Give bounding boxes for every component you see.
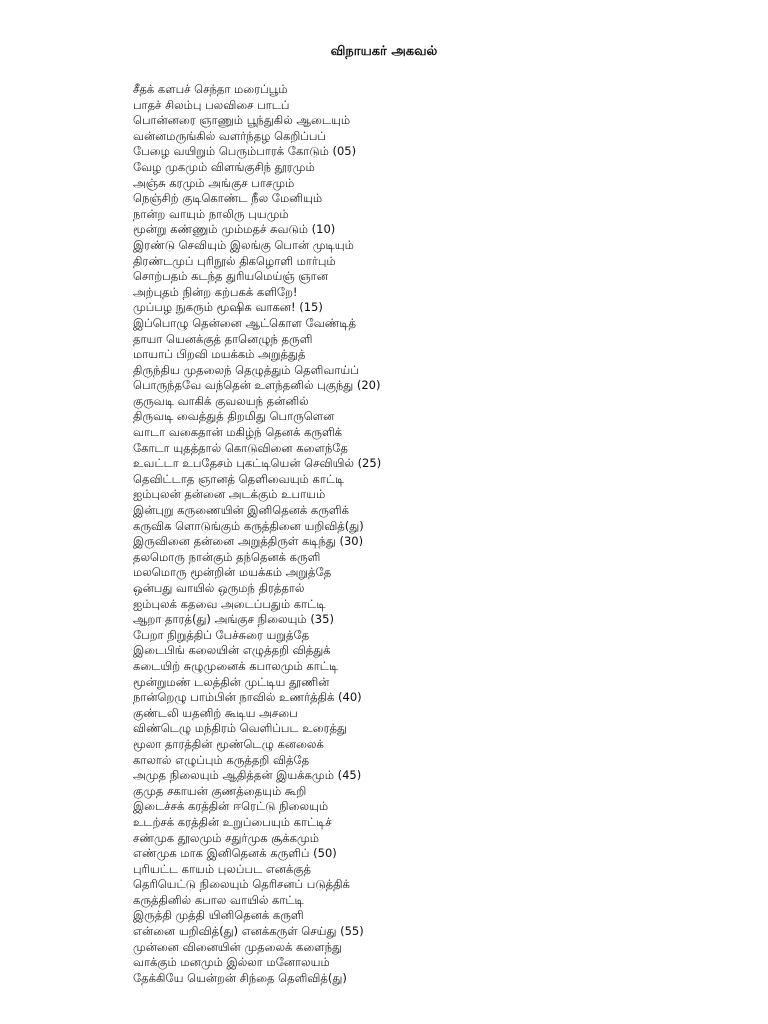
poem-line: கடையிற் சுழுமுனைக் கபாலமும் காட்டி [133,658,339,673]
poem-line: கோடா யுதத்தால் கொடுவினை களைந்தே [133,440,348,455]
poem-line: திருந்திய முதலைந் தெழுத்தும் தெளிவாய்ப் [133,362,359,377]
poem-line: இப்பொழு தென்னை ஆட்கொள வேண்டித் [133,315,356,330]
poem-line: பொன்னரை ஞாணும் பூந்துகில் ஆடையும் [133,113,351,128]
poem-line: தலமொரு நான்கும் தந்தெனக் கருளி [133,549,321,564]
poem-line: வாக்கும் மனமும் இல்லா மனோலயம் [133,955,330,970]
poem-line: தெவிட்டாத ஞானத் தெளிவையும் காட்டி [133,471,345,486]
poem-line: இடைபிங் கலையின் எழுத்தறி வித்துக் [133,643,331,658]
poem-line: கருவிக ளொடுங்கும் கருத்தினை யறிவித்(து) [133,518,364,533]
poem-line: விண்டெழு மந்திரம் வெளிப்பட உரைத்து [133,721,347,736]
poem-line: அற்புதம் நின்ற கற்பகக் களிறே! [133,284,298,299]
poem-line: நான்ற வாயும் நாலிரு புயமும் [133,206,289,221]
poem-line: அஞ்சு கரமும் அங்குச பாசமும் [133,175,295,190]
poem-line: திரண்டமுப் புரிநூல் திகழொளி மார்பும் [133,253,336,268]
poem-line: இருத்தி முத்தி யினிதெனக் கருளி [133,908,304,923]
poem-line: தாயா யெனக்குத் தானெழுந் தருளி [133,331,313,346]
poem-line: ஆறா தாரத்(து) அங்குச நிலையும் (35) [133,612,334,627]
poem-line: இடைச்சக் கரத்தின் ஈரெட்டு நிலையும் [133,799,329,814]
poem-line: பாதச் சிலம்பு பலவிசை பாடப் [133,97,290,112]
poem-line: முன்னை வினையின் முதலைக் களைந்து [133,939,343,954]
poem-line: குமுத சகாயன் குணத்தையும் கூறி [133,783,307,798]
poem-line: வேழ முகமும் விளங்குசிந் தூரமும் [133,159,315,174]
poem-line: கருத்தினில் கபால வாயில் காட்டி [133,892,304,907]
poem-line: ஒன்பது வாயில் ஒருமந் திரத்தால் [133,581,305,595]
poem-line: திருவடி வைத்துத் திறமிது பொருளென [133,409,335,424]
document-title: விநாயகர் அகவல் [330,44,438,59]
poem-line: சொற்பதம் கடந்த துரியமெய்ஞ் ஞான [133,269,328,284]
poem-line: மூலா தாரத்தின் மூண்டெழு கனலைக் [133,736,324,751]
poem-line: குருவடி வாகிக் குவலயந் தன்னில் [133,393,309,408]
poem-line: வன்னமருங்கில் வளர்ந்தழ கெறிப்பப் [133,128,326,143]
poem-line: உடற்சக் கரத்தின் உறுப்பையும் காட்டிச் [133,814,332,829]
poem-line: இரண்டு செவியும் இலங்கு பொன் முடியும் [133,237,354,252]
poem-line: என்னை யறிவித்(து) எனக்கருள் செய்து (55) [133,924,364,939]
poem-line: மூன்றுமண் டலத்தின் முட்டிய தூணின் [133,674,330,689]
poem-line: சண்முக தூலமும் சதுர்முக சூக்கமும் [133,830,319,845]
poem-line: சீதக் களபச் செந்தா மரைப்பூம் [133,82,288,96]
poem-line: பேறா நிறுத்திப் பேச்சுரை யறுத்தே [133,627,310,642]
poem-line: மாயாப் பிறவி மயக்கம் அறுத்துத் [133,347,306,362]
poem-line: நான்றெழு பாம்பின் நாவில் உணர்த்திக் (40) [133,690,362,705]
poem-line: பேழை வயிறும் பெரும்பாரக் கோடும் (05) [133,144,357,159]
poem-line: வாடா வகைதான் மகிழ்ந் தெனக் கருளிக் [133,425,343,440]
poem-line: ஐம்புலன் தன்னை அடக்கும் உபாயம் [133,487,326,502]
poem-body [133,82,733,986]
poem-line: ஐம்புலக் கதவை அடைப்பதும் காட்டி [133,596,326,611]
poem-line: இன்புறு கருணையின் இனிதெனக் கருளிக் [133,503,349,518]
poem-line: இருவினை தன்னை அறுத்திருள் கடிந்து (30) [133,534,364,549]
poem-line: எண்முக மாக இனிதெனக் கருளிப் (50) [133,846,337,861]
poem-line: உவட்டா உபதேசம் புகட்டியென் செவியில் (25) [133,456,382,471]
poem-line: நெஞ்சிற் குடிகொண்ட நீல மேனியும் [133,191,323,206]
poem-line: தெரியெட்டு நிலையும் தெரிசனப் படுத்திக் [133,877,350,892]
poem-line: பொருந்தவே வந்தென் உளந்தனில் புகுந்து (20) [133,378,381,393]
poem-line: தேக்கியே யென்றன் சிந்தை தெளிவித்(து) [133,970,347,985]
poem-line: காலால் எழுப்பும் கருத்தறி வித்தே [133,752,310,767]
poem-line: குண்டலி யதனிற் கூடிய அசபை [133,705,298,720]
poem-line: முப்பழ நுகரும் மூஷிக வாகன! (15) [133,300,323,315]
poem-line: அமுத நிலையும் ஆதித்தன் இயக்கமும் (45) [133,768,362,783]
poem-line: புரியட்ட காயம் புலப்பட எனக்குத் [133,861,311,876]
poem-line: மூன்று கண்ணும் மும்மதச் சுவடும் (10) [133,222,336,237]
poem-line: மலமொரு மூன்றின் மயக்கம் அறுத்தே [133,565,332,580]
